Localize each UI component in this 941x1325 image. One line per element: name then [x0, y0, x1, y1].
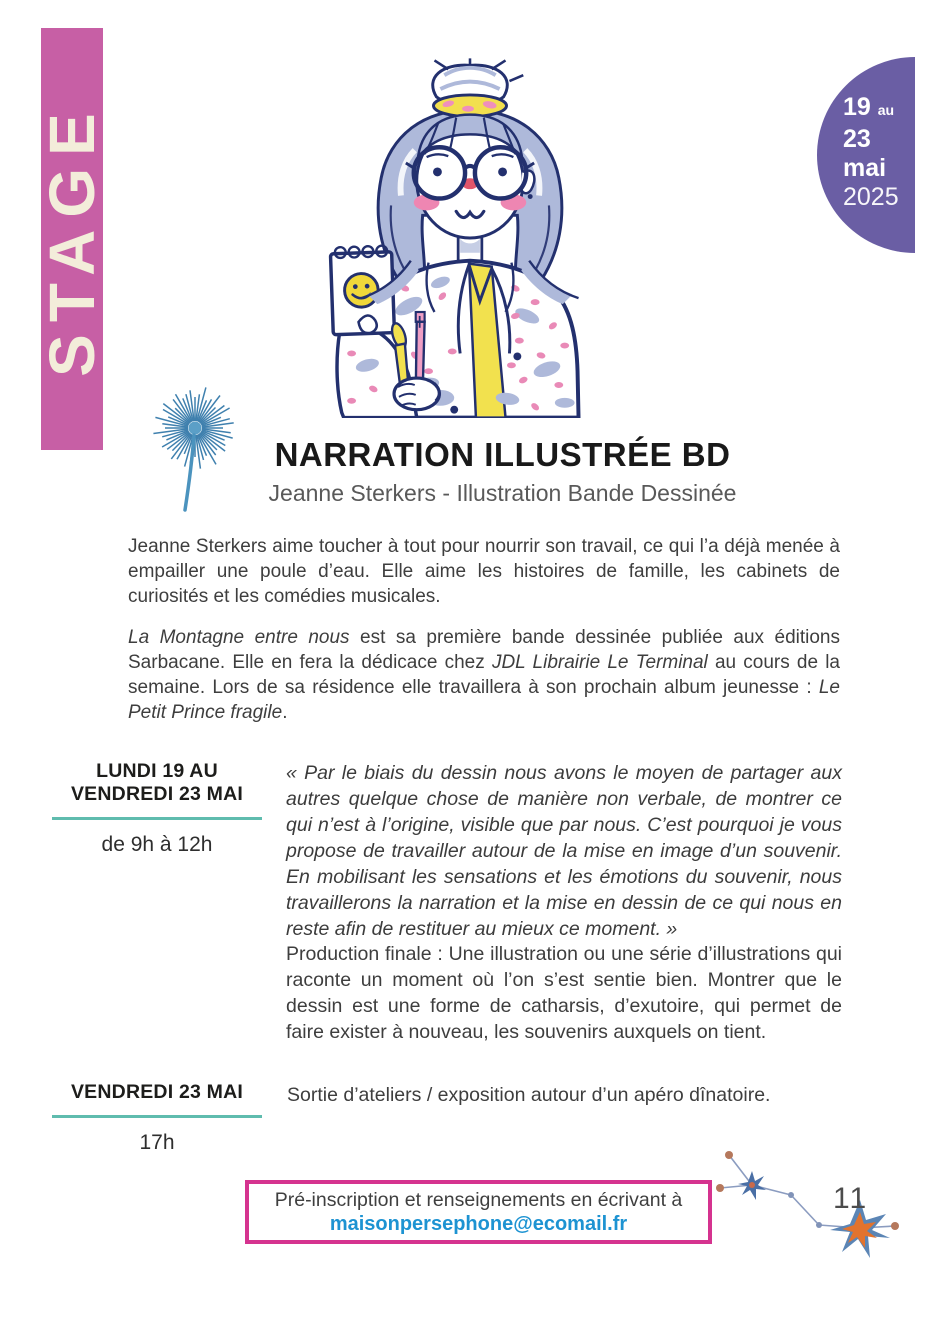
portrait-hair-bun: [433, 58, 524, 116]
session2-dates: [50, 1081, 264, 1104]
teal-rule: [52, 817, 262, 820]
constellation-icon: [700, 1140, 930, 1270]
date-month: mai: [843, 154, 887, 182]
intro-section: [128, 534, 840, 741]
session2-time: 17h: [139, 1131, 175, 1154]
intro-paragraph-1: Jeanne Sterkers aime toucher à tout pour nourrir son travail, ce qui l’a déjà menée à empailler une poule d’eau. Elle aime les histoires de famille, les cabinets de curiosités et les comédies musicales.: [128, 536, 840, 607]
page-title: NARRATION ILLUSTRÉE BD: [274, 436, 731, 473]
session1-dates: [50, 760, 264, 806]
stage-banner-label: STAGE: [36, 101, 108, 377]
illustrator-portrait-illustration: [322, 57, 618, 418]
teal-rule: [52, 1115, 262, 1118]
session2-description: Sortie d’ateliers / exposition autour d’un apéro dînatoire.: [287, 1084, 771, 1106]
contact-text: Pré-inscription et renseignements en écrivant à: [274, 1188, 683, 1211]
date-badge: [817, 57, 915, 253]
date-start-day: 19: [843, 93, 871, 121]
session2-label: [50, 1081, 264, 1155]
date-badge-line1: [843, 93, 915, 125]
portrait-neck: [458, 236, 482, 261]
session1-production: Production finale : Une illustration ou une série d’illustrations qui raconte un moment où l’on s’est sentie bien. Montrer que le dessin est une forme de catharsis, d’exutoire, qui permet de faire exister à nouveau, les souvenirs auxquels on tient.: [286, 943, 842, 1043]
contact-box: [245, 1180, 712, 1244]
date-end-day: 23: [843, 125, 871, 153]
intro-paragraph-2: La Montagne entre nous est sa première bande dessinée publiée aux éditions Sarbacane. Elle en fera la dédicace chez JDL Librairie Le Terminal au cours de la semaine. Lors de sa résidence elle travaillera à son prochain album jeunesse : Le Petit Prince fragile.: [128, 627, 840, 723]
date-year: 2025: [843, 183, 899, 211]
contact-email: maisonpersephone@ecomail.fr: [329, 1212, 628, 1235]
session1-date-line2: VENDREDI 23 MAI: [70, 783, 244, 805]
page-subtitle: Jeanne Sterkers - Illustration Bande Dessinée: [268, 480, 737, 506]
session1-time: de 9h à 12h: [101, 833, 213, 856]
date-connector: au: [877, 102, 895, 118]
session1-label: [50, 760, 264, 857]
session1-date-line1: LUNDI 19 AU: [96, 760, 218, 782]
header: [165, 436, 840, 507]
session1-quote: « Par le biais du dessin nous avons le moyen de partager aux autres quelque chose de manière non verbale, de montrer ce qui n’est à l’origine, visible que par nous. C’est pourquoi je vous propose de travailler autour de la mise en image d’un souvenir. En mobilisant les sensations et les émotions du souvenir, nous travaillerons la narration et la mise en dessin de ce qui nous en reste afin de restituer au mieux ce moment. »: [286, 762, 842, 940]
session2-date-line1: VENDREDI 23 MAI: [70, 1081, 244, 1103]
stage-banner: [36, 28, 108, 450]
page-number: 11: [833, 1182, 869, 1215]
